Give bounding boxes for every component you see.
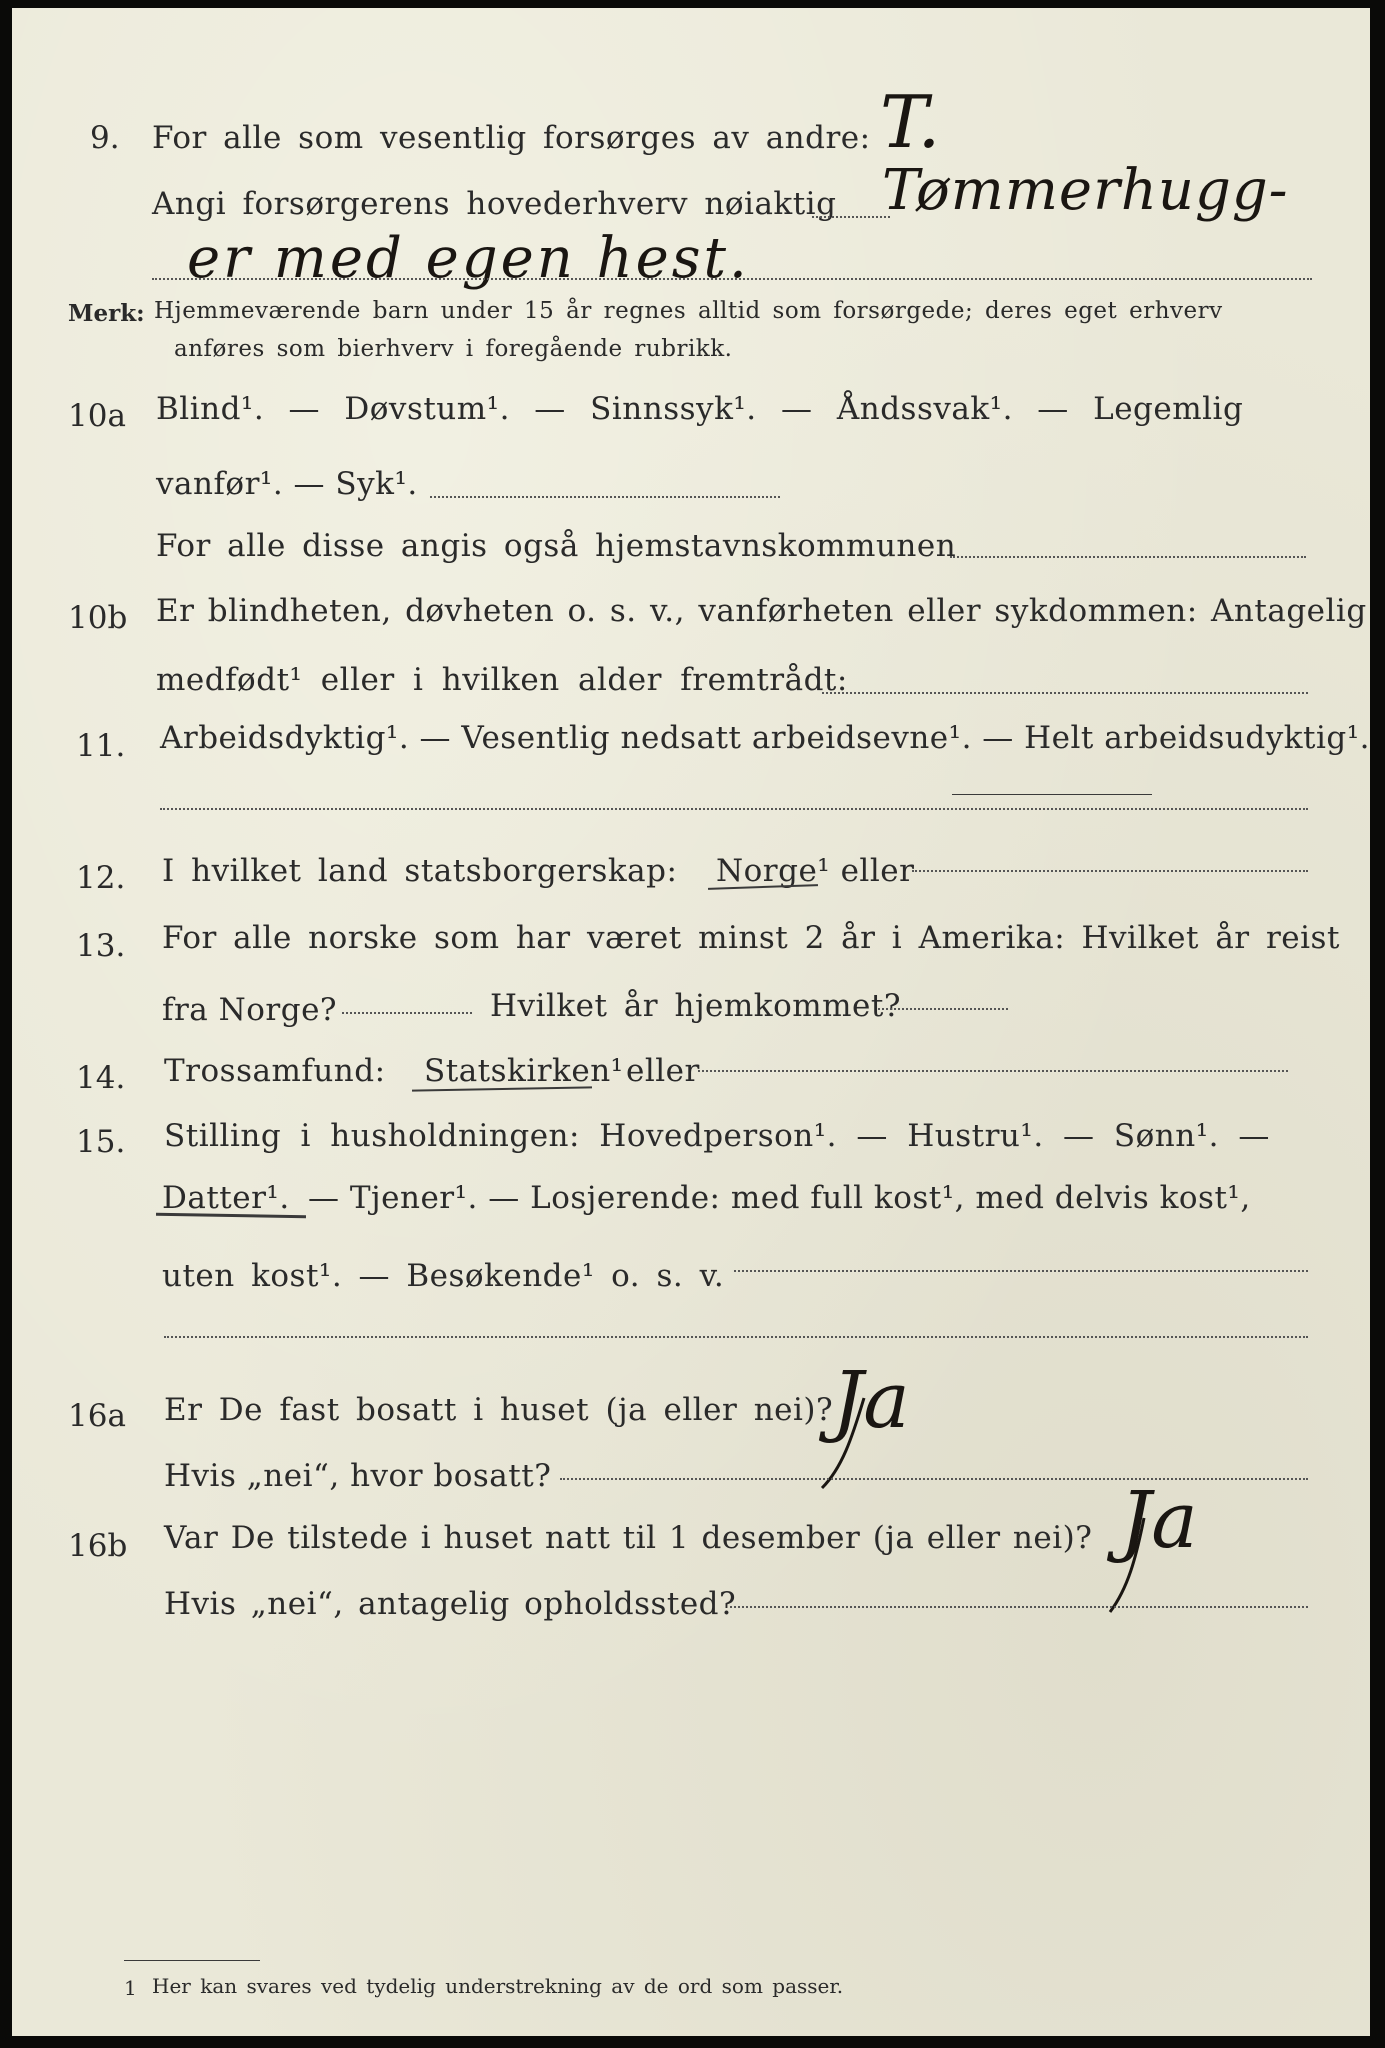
q9-number: 9. — [90, 120, 120, 156]
q12-number: 12. — [76, 860, 126, 896]
q9-dotted-line — [812, 216, 890, 218]
q14-text: Trossamfund: — [164, 1053, 386, 1089]
q10b-line1: Er blindheten, døvheten o. s. v., vanførheten eller sykdommen: Antagelig — [156, 593, 1367, 629]
q16b-opholdssted-line — [730, 1606, 1308, 1608]
q12-answer-line — [912, 870, 1308, 872]
q13-line2b: Hvilket år hjemkommet? — [490, 988, 901, 1024]
q14-answer-line — [698, 1070, 1288, 1072]
q13-hjemkommet-line — [878, 1008, 1008, 1010]
q9-line2: Angi forsørgerens hovederhverv nøiaktig — [152, 186, 837, 222]
q13-line2a: fra Norge? — [162, 992, 338, 1028]
q16b-line1: Var De tilstede i huset natt til 1 desember (ja eller nei)? — [164, 1520, 1093, 1556]
q12-option: Norge¹ eller — [716, 853, 915, 889]
q15-line2a: Datter¹. — [162, 1180, 290, 1216]
q10a-syk-line — [430, 496, 780, 498]
q11-pencil-mark — [952, 794, 1152, 795]
merk-label: Merk: — [68, 300, 145, 327]
footnote-text: Her kan svares ved tydelig understrekning av de ord som passer. — [152, 1974, 844, 1998]
q10b-alder-line — [822, 692, 1308, 694]
q16b-number: 16b — [68, 1528, 128, 1564]
q10a-line1: Blind¹. — Døvstum¹. — Sinnssyk¹. — Åndssvak¹. — Legemlig — [156, 391, 1244, 427]
q16a-line1: Er De fast bosatt i huset (ja eller nei)? — [164, 1392, 834, 1428]
q15-line2b: — Tjener¹. — Losjerende: med full kost¹, med delvis kost¹, — [308, 1180, 1251, 1216]
footnote-rule — [124, 1960, 260, 1961]
q16a-number: 16a — [68, 1398, 126, 1434]
q9-line1: For alle som vesentlig forsørges av andre: — [152, 120, 871, 156]
q11-answer-line — [160, 808, 1308, 810]
q15-number: 15. — [76, 1124, 126, 1160]
q12-text: I hvilket land statsborgerskap: — [162, 853, 678, 889]
q9-handwritten-answer-1: T. — [880, 80, 941, 164]
q10a-line3: For alle disse angis også hjemstavnskommunen — [156, 528, 957, 564]
q16b-handwritten-answer: Ja — [1120, 1476, 1198, 1566]
q10a-line2: vanfør¹. — Syk¹. — [156, 466, 418, 502]
q15-line3: uten kost¹. — Besøkende¹ o. s. v. — [162, 1258, 725, 1294]
q16a-pen-stroke — [812, 1388, 872, 1498]
merk-line2: anføres som bierhverv i foregående rubrikk. — [174, 336, 733, 362]
census-form-page — [12, 8, 1370, 2036]
q16b-line2: Hvis „nei“, antagelig opholdssted? — [164, 1586, 737, 1622]
q14-option: Statskirken¹ — [424, 1053, 624, 1089]
q16b-pen-stroke — [1102, 1508, 1152, 1618]
q13-reist-line — [342, 1012, 472, 1014]
q13-number: 13. — [76, 928, 126, 964]
q14-number: 14. — [76, 1060, 126, 1096]
q16a-handwritten-answer: Ja — [832, 1356, 910, 1446]
q9-handwritten-answer-2: Tømmerhugg- — [882, 158, 1289, 223]
q9-answer-line — [152, 278, 1312, 280]
q10b-line2: medfødt¹ eller i hvilken alder fremtrådt: — [156, 662, 848, 698]
q9-handwritten-answer-3: er med egen hest. — [187, 226, 750, 291]
q11-line1: Arbeidsdyktig¹. — Vesentlig nedsatt arbeidsevne¹. — Helt arbeidsudyktig¹. — [160, 720, 1371, 756]
q14-suffix: eller — [626, 1053, 700, 1089]
q15-answer-line — [164, 1336, 1308, 1338]
q15-besokende-line — [734, 1270, 1308, 1272]
q10b-number: 10b — [68, 600, 128, 636]
q10a-number: 10a — [68, 398, 126, 434]
q10a-hjemstavn-line — [950, 556, 1306, 558]
q16a-line2: Hvis „nei“, hvor bosatt? — [164, 1458, 552, 1494]
footnote-marker: 1 — [124, 1976, 137, 2000]
q15-line1: Stilling i husholdningen: Hovedperson¹. — Hustru¹. — Sønn¹. — — [164, 1118, 1270, 1154]
q13-line1: For alle norske som har været minst 2 år i Amerika: Hvilket år reist — [162, 920, 1340, 956]
merk-line1: Hjemmeværende barn under 15 år regnes alltid som forsørgede; deres eget erhverv — [154, 298, 1223, 324]
q11-number: 11. — [76, 728, 126, 764]
